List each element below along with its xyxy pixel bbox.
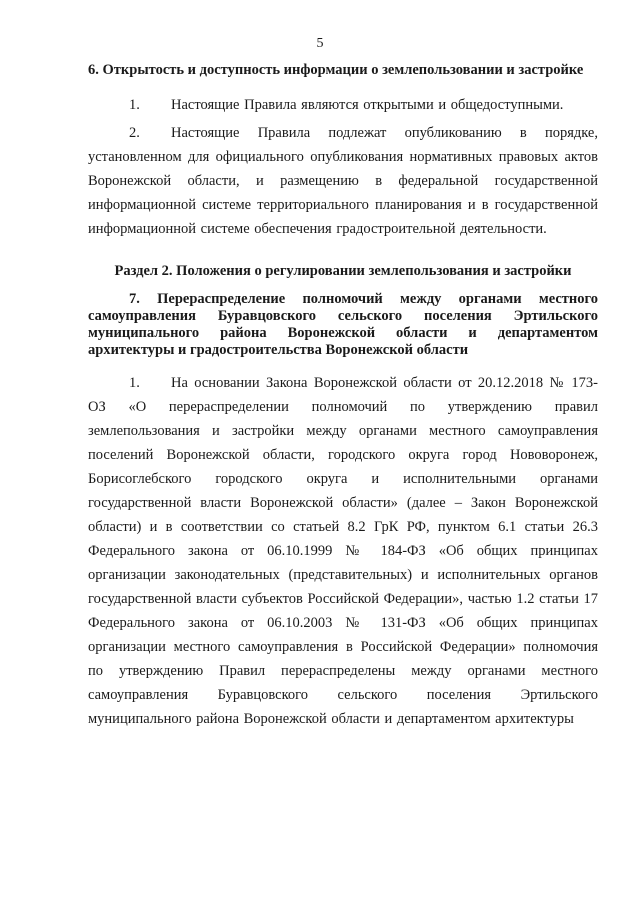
item-text: На основании Закона Воронежской области от 20.12.2018 № 173-ОЗ «О перераспределении полномочий по утверждению правил землепользования и застройки между органами местного самоуправления поселений Воронежской области, городского округа город Нововоронеж, Борисоглебского городского округа и исполнительными органами государственной власти Воронежской области» (далее – Закон Воронежской области) и в соответствии со статьей 8.2 ГрК РФ, пунктом 6.1 статьи 26.3 Федерального закона от 06.10.1999 № 184-ФЗ «Об общих принципах организации законодательных (представительных) и исполнительных органов государственной власти субъектов Российской Федерации», частью 1.2 статьи 17 Федерального закона от 06.10.2003 № 131-ФЗ «Об общих принципах организации местного самоуправления в Российской Федерации» полномочия по утверждению Правил перераспределены между органами местного самоуправления Буравцовского сельского поселения Эртильского муниципального района Воронежской области и департаментом архитектуры [88,375,598,727]
part-2-title: Раздел 2. Положения о регулировании землепользования и застройки [114,263,572,279]
section-6-item-1 [88,93,598,117]
page-number: 5 [316,36,324,51]
section-7-item-1 [88,371,598,731]
section-7-heading: 7. Перераспределение полномочий между органами местного самоуправления Буравцовского сельского поселения Эртильского муниципального района Воронежской области и департаментом архитектуры и градостроительства Воронежской области [88,291,598,358]
document-body [88,62,598,731]
item-text: Настоящие Правила подлежат опубликованию в порядке, установленном для официального опубликования нормативных правовых актов Воронежской области, и размещению в федеральной государственной информационной системе территориального планирования и в государственной информационной системе обеспечения градостроительной деятельности. [88,125,598,237]
item-number: 1. [129,97,140,113]
section-6-heading: 6. Открытость и доступность информации о землепользовании и застройке [88,62,584,78]
section-6-item-2 [88,121,598,241]
item-number: 1. [129,375,140,391]
item-text: Настоящие Правила являются открытыми и общедоступными. [171,97,564,113]
item-number: 2. [129,125,140,141]
